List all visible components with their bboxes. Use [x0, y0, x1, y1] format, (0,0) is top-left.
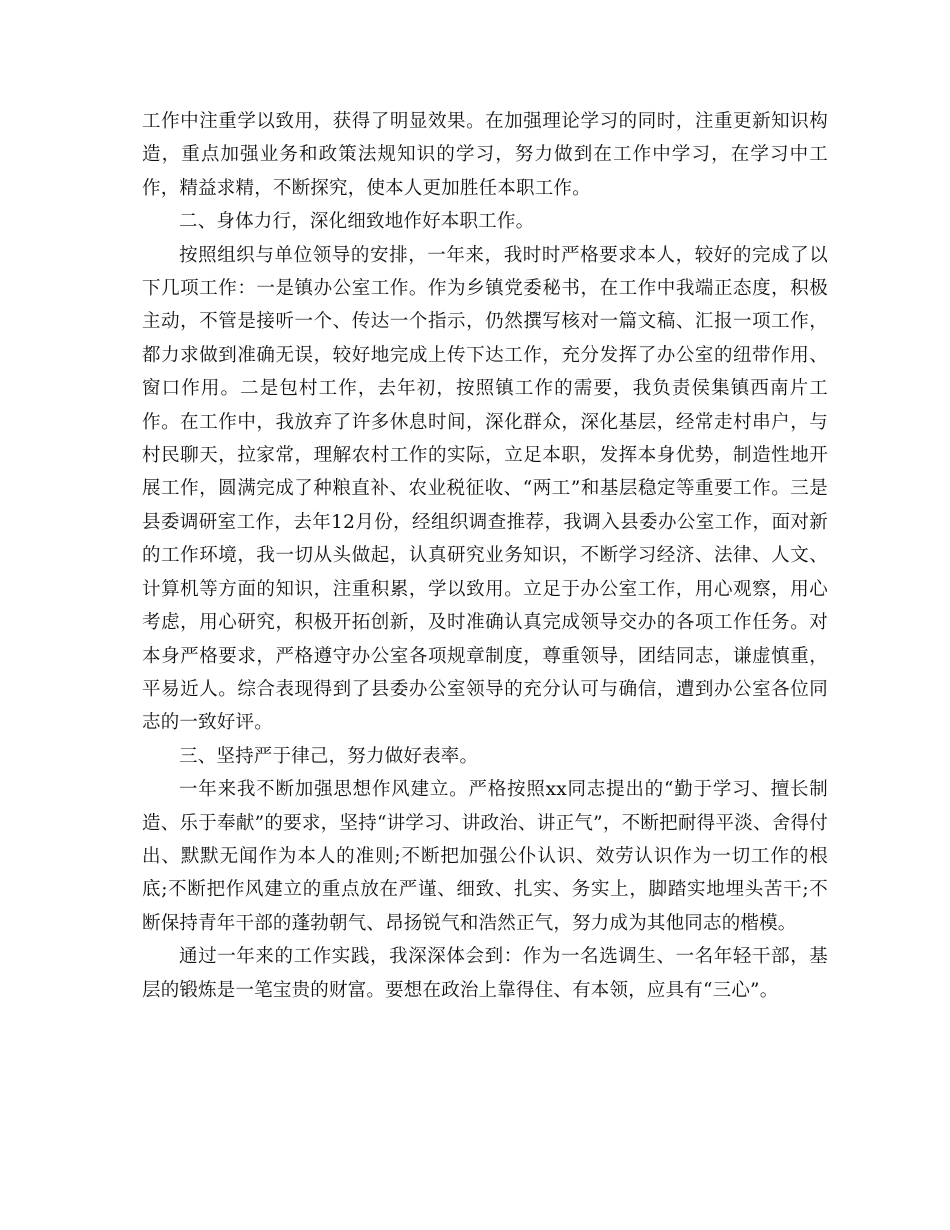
paragraph-work-style: 一年来我不断加强思想作风建立。严格按照xx同志提出的“勤于学习、擅长制造、乐于奉献”的要求，坚持“讲学习、讲政治、讲正气”，不断把耐得平淡、舍得付出、默默无闻作为本人的准则;不断把加强公仆认识、效劳认识作为一切工作的根底;不断把作风建立的重点放在严谨、细致、扎实、务实上，脚踏实地埋头苦干;不断保持青年干部的蓬勃朝气、昂扬锐气和浩然正气，努力成为其他同志的楷模。 — [142, 779, 828, 934]
paragraph-continuation: 工作中注重学以致用，获得了明显效果。在加强理论学习的同时，注重更新知识构造，重点加强业务和政策法规知识的学习，努力做到在工作中学习，在学习中工作，精益求精，不断探究，使本人更加胜任本职工作。 — [142, 111, 828, 199]
section-heading-2: 二、身体力行，深化细致地作好本职工作。 — [179, 211, 535, 233]
document-body — [142, 105, 828, 1007]
section-heading-3: 三、坚持严于律己，努力做好表率。 — [179, 745, 479, 767]
paragraph-reflection: 通过一年来的工作实践，我深深体会到：作为一名选调生、一名年轻干部，基层的锻炼是一笔宝贵的财富。要想在政治上靠得住、有本领，应具有“三心”。 — [142, 946, 828, 1001]
paragraph-work-duties: 按照组织与单位领导的安排，一年来，我时时严格要求本人，较好的完成了以下几项工作：一是镇办公室工作。作为乡镇党委秘书，在工作中我端正态度，积极主动，不管是接听一个、传达一个指示，仍然撰写核对一篇文稿、汇报一项工作，都力求做到准确无误，较好地完成上传下达工作，充分发挥了办公室的纽带作用、窗口作用。二是包村工作，去年初，按照镇工作的需要，我负责侯集镇西南片工作。在工作中，我放弃了许多休息时间，深化群众，深化基层，经常走村串户，与村民聊天，拉家常，理解农村工作的实际，立足本职，发挥本身优势，制造性地开展工作，圆满完成了种粮直补、农业税征收、“两工”和基层稳定等重要工作。三是县委调研室工作，去年12月份，经组织调查推荐，我调入县委办公室工作，面对新的工作环境，我一切从头做起，认真研究业务知识，不断学习经济、法律、人文、计算机等方面的知识，注重积累，学以致用。立足于办公室工作，用心观察，用心考虑，用心研究，积极开拓创新，及时准确认真完成领导交办的各项工作任务。对本身严格要求，严格遵守办公室各项规章制度，尊重领导，团结同志，谦虚慎重，平易近人。综合表现得到了县委办公室领导的充分认可与确信，遭到办公室各位同志的一致好评。 — [142, 244, 828, 734]
